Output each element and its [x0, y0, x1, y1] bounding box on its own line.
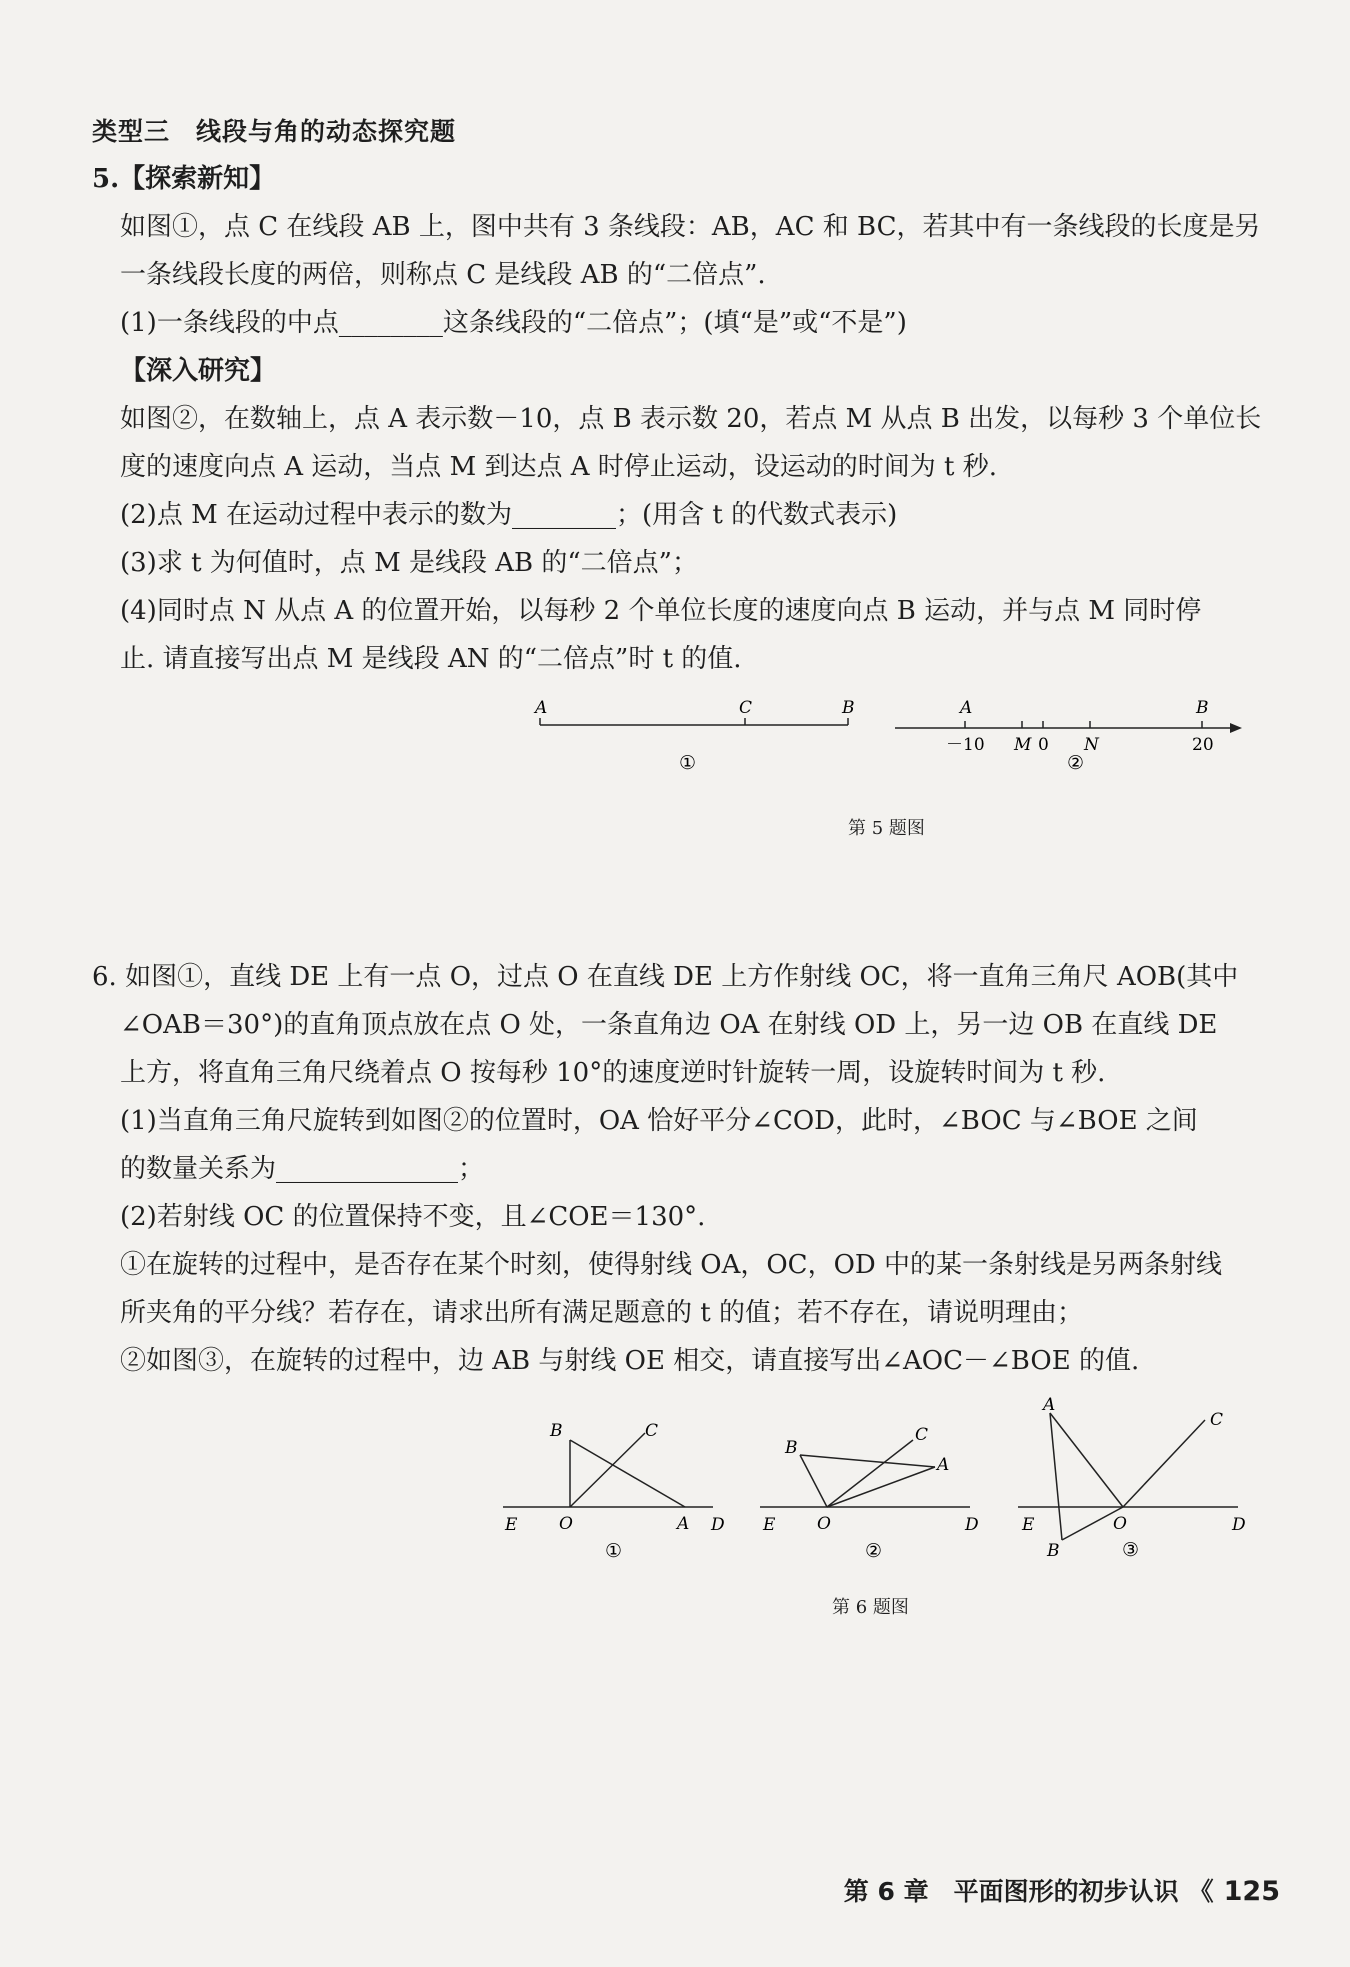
q5-line: 止. 请直接写出点 M 是线段 AN 的“二倍点”时 t 的值. — [120, 644, 742, 674]
figure-number: ② — [1067, 752, 1085, 774]
section-title: 类型三 线段与角的动态探究题 — [92, 117, 457, 146]
q5-line: 5.【探索新知】 — [92, 164, 276, 194]
q5-line: (4)同时点 N 从点 A 的位置开始，以每秒 2 个单位长度的速度向点 B 运动，并与点 M 同时停 — [120, 596, 1202, 626]
label-b: B — [1196, 698, 1209, 718]
tick-label-minus-10: －10 — [946, 735, 985, 755]
q6-line: (1)当直角三角尺旋转到如图②的位置时，OA 恰好平分∠COD，此时，∠BOC 与∠BOE 之间 — [120, 1106, 1198, 1136]
page-number: 125 — [1223, 1876, 1280, 1907]
tick-label-0: 0 — [1038, 735, 1049, 755]
label-c: C — [739, 698, 753, 718]
q6-line: (2)若射线 OC 的位置保持不变，且∠COE＝130°. — [120, 1202, 706, 1232]
label-e: E — [505, 1515, 518, 1535]
label-a: A — [937, 1455, 950, 1475]
label-o: O — [817, 1514, 831, 1534]
label-e: E — [1022, 1515, 1035, 1535]
side-ab — [1050, 1413, 1062, 1540]
label-a: A — [677, 1514, 690, 1534]
q6-figure-3 — [1010, 1395, 1250, 1565]
q6-figure-1 — [495, 1405, 740, 1565]
q5-figure-caption: 第 5 题图 — [848, 818, 925, 839]
q6-figure-caption: 第 6 题图 — [832, 1597, 909, 1618]
q6-line: ②如图③，在旋转的过程中，边 AB 与射线 OE 相交，请直接写出∠AOC－∠BOE 的值. — [120, 1346, 1140, 1376]
label-a: A — [535, 698, 548, 718]
q5-line: 如图①，点 C 在线段 AB 上，图中共有 3 条线段：AB，AC 和 BC，若其中有一条线段的长度是另 — [120, 212, 1261, 242]
side-oa — [1050, 1413, 1123, 1507]
q6-line: 所夹角的平分线？若存在，请求出所有满足题意的 t 的值；若不存在，请说明理由； — [120, 1298, 1083, 1328]
figure-number: ① — [605, 1540, 623, 1562]
double-chevron-left-icon: 《 — [1188, 1877, 1214, 1906]
label-b: B — [550, 1421, 563, 1441]
q5-figure-1 — [525, 690, 870, 780]
label-b: B — [785, 1438, 798, 1458]
q5-line: 如图②，在数轴上，点 A 表示数－10，点 B 表示数 20，若点 M 从点 B 出发，以每秒 3 个单位长 — [120, 404, 1262, 434]
q6-line: ∠OAB＝30°)的直角顶点放在点 O 处，一条直角边 OA 在射线 OD 上，另一边 OB 在直线 DE — [120, 1010, 1218, 1040]
label-d: D — [711, 1515, 725, 1535]
page-footer — [844, 1872, 1280, 1908]
q6-figure-2 — [755, 1405, 995, 1565]
side-ob — [800, 1455, 827, 1507]
q5-line: (2)点 M 在运动过程中表示的数为________；(用含 t 的代数式表示) — [120, 500, 898, 530]
label-n: N — [1084, 735, 1099, 755]
q5-line: (1)一条线段的中点________这条线段的“二倍点”；(填“是”或“不是”) — [120, 308, 907, 338]
figure-number: ① — [679, 752, 697, 774]
label-m: M — [1014, 735, 1032, 755]
label-d: D — [965, 1515, 979, 1535]
ray-oc — [1123, 1420, 1205, 1507]
label-a: A — [960, 698, 973, 718]
side-ab — [800, 1455, 935, 1467]
q5-line: 【深入研究】 — [120, 356, 277, 386]
q5-line: 一条线段长度的两倍，则称点 C 是线段 AB 的“二倍点”. — [120, 260, 766, 290]
figure-number: ③ — [1122, 1539, 1140, 1561]
label-a: A — [1043, 1395, 1056, 1415]
label-b: B — [842, 698, 855, 718]
arrow-head — [1230, 723, 1242, 733]
q6-line: 6. 如图①，直线 DE 上有一点 O，过点 O 在直线 DE 上方作射线 OC，将一直角三角尺 AOB(其中 — [92, 962, 1239, 992]
q5-figure-2-number-line — [890, 690, 1250, 780]
label-c: C — [915, 1425, 929, 1445]
chapter-title: 第 6 章 平面图形的初步认识 — [843, 1877, 1179, 1906]
label-o: O — [1113, 1514, 1127, 1534]
label-c: C — [645, 1421, 659, 1441]
q5-line: 度的速度向点 A 运动，当点 M 到达点 A 时停止运动，设运动的时间为 t 秒. — [120, 452, 998, 482]
q6-line: ①在旋转的过程中，是否存在某个时刻，使得射线 OA，OC，OD 中的某一条射线是另两条射线 — [120, 1250, 1222, 1280]
ray-oc — [827, 1440, 913, 1507]
label-e: E — [763, 1515, 776, 1535]
label-o: O — [559, 1514, 573, 1534]
q5-line: (3)求 t 为何值时，点 M 是线段 AB 的“二倍点”； — [120, 548, 698, 578]
figure-number: ② — [865, 1540, 883, 1562]
label-c: C — [1210, 1410, 1224, 1430]
q6-line: 上方，将直角三角尺绕着点 O 按每秒 10°的速度逆时针旋转一周，设旋转时间为 t 秒. — [120, 1058, 1106, 1088]
label-d: D — [1232, 1515, 1246, 1535]
ray-oc — [570, 1433, 645, 1507]
tick-label-20: 20 — [1192, 735, 1214, 755]
side-oa — [827, 1467, 935, 1507]
q6-line: 的数量关系为______________； — [120, 1154, 485, 1184]
label-b: B — [1047, 1541, 1060, 1561]
